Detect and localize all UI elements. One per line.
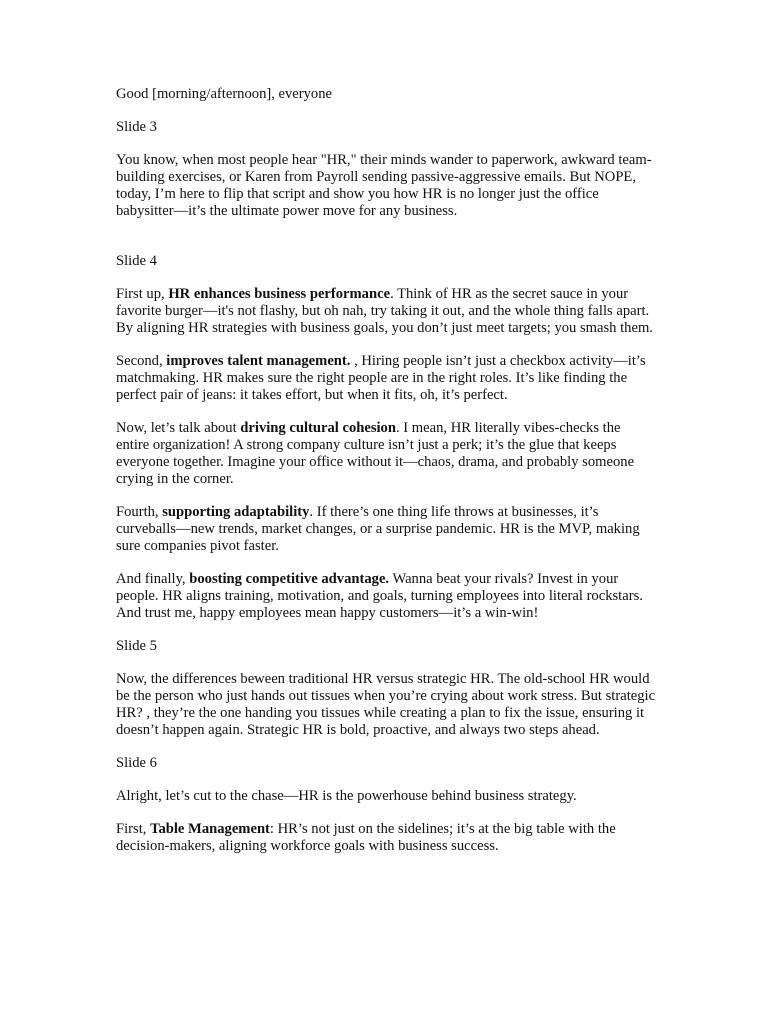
text-run: . I mean, HR literally vibes-checks the entire organization! A strong company culture isn’t just a perk; it’s the glue that keeps everyone together. Imagine your office without it—chaos, drama, and probably someone crying in the corner. [116,420,635,487]
bold-phrase: supporting adaptability [162,504,310,520]
slide-3-paragraph: You know, when most people hear "HR," their minds wander to paperwork, awkward team-building exercises, or Karen from Payroll sending passive-aggressive emails. But NOPE, today, I’m here to flip that script and show you how HR is no longer just the office babysitter—it’s the ultimate power move for any business. [116,152,652,219]
text-run: Second, [116,353,167,369]
text-run: . If there’s one thing life throws at businesses, it’s curveballs—new trends, market changes, or a surprise pandemic. HR is the MVP, making sure companies pivot faster. [116,504,640,554]
text-run: Wanna beat your rivals? Invest in your people. HR aligns training, motivation, and goals, turning employees into literal rockstars. And trust me, happy employees mean happy customers—it’s a win-win! [116,571,643,621]
slide-4-paragraph-advantage [116,571,656,622]
text-run: : HR’s not just on the sidelines; it’s at the big table with the decision-makers, aligning workforce goals with business success. [116,821,616,854]
text-run: . Think of HR as the secret sauce in your favorite burger—it's not flashy, but oh nah, try taking it out, and the whole thing falls apart. By aligning HR strategies with business goals, you don’t just meet targets; you smash them. [116,286,653,336]
text-run: And finally, [116,571,190,587]
slide-3-heading: Slide 3 [116,119,157,135]
text-run: First, [116,821,151,837]
slide-4-heading: Slide 4 [116,253,157,269]
bold-phrase: HR enhances business performance [168,286,391,302]
bold-phrase: boosting competitive advantage. [189,571,390,587]
slide-4-paragraph-culture [116,420,656,488]
bold-phrase: driving cultural cohesion [240,420,396,436]
slide-6-paragraph-table-management [116,821,656,855]
bold-phrase: Table Management [150,821,270,837]
slide-6-heading: Slide 6 [116,755,157,771]
document-body [116,86,656,871]
text-run: Fourth, [116,504,163,520]
slide-4-paragraph-adaptability [116,504,656,555]
slide-4-paragraph-talent [116,353,656,404]
bold-phrase: improves talent management. [166,353,351,369]
slide-4-paragraph-performance [116,286,656,337]
slide-6-paragraph-intro: Alright, let’s cut to the chase—HR is the powerhouse behind business strategy. [116,788,577,804]
text-run: First up, [116,286,169,302]
text-run: Now, let’s talk about [116,420,241,436]
greeting-line: Good [morning/afternoon], everyone [116,86,332,102]
slide-5-paragraph: Now, the differences beween traditional HR versus strategic HR. The old-school HR would be the person who just hands out tissues when you’re crying about work stress. But strategic HR? , they’re the one handing you tissues while creating a plan to fix the issue, ensuring it doesn’t happen again. Strategic HR is bold, proactive, and always two steps ahead. [116,671,656,738]
slide-5-heading: Slide 5 [116,638,157,654]
text-run: , Hiring people isn’t just a checkbox activity—it’s matchmaking. HR makes sure the right people are in the right roles. It’s like finding the perfect pair of jeans: it takes effort, but when it fits, oh, it’s perfect. [116,353,646,403]
